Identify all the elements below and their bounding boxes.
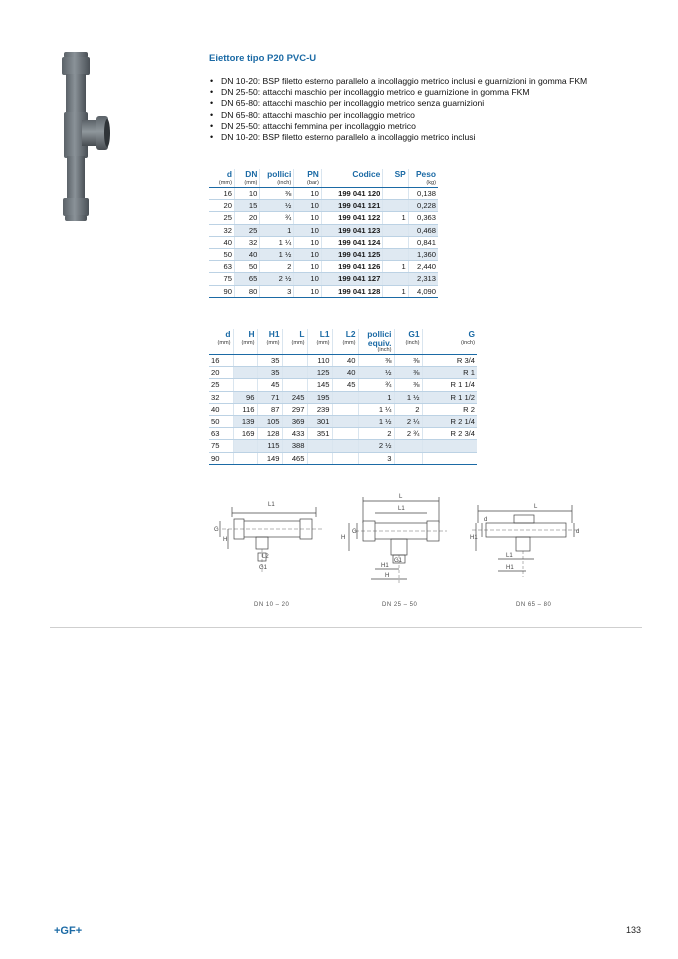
table-cell: 2 ½ bbox=[358, 440, 394, 452]
table-cell: 297 bbox=[282, 403, 307, 415]
dimensions-table-body bbox=[209, 355, 477, 465]
table-cell: 1 ½ bbox=[358, 415, 394, 427]
table-cell: 10 bbox=[294, 285, 322, 297]
table-cell: ⅜ bbox=[358, 355, 394, 367]
table-cell: 351 bbox=[307, 428, 332, 440]
table-cell bbox=[282, 367, 307, 379]
col-unit: (mm) bbox=[233, 339, 257, 347]
table-cell: 116 bbox=[233, 403, 257, 415]
table-cell: 96 bbox=[233, 391, 257, 403]
col-header: Peso bbox=[408, 169, 438, 179]
table-cell bbox=[332, 428, 358, 440]
table-cell: 50 bbox=[209, 415, 233, 427]
table-cell: 199 041 127 bbox=[321, 273, 382, 285]
table-cell: 20 bbox=[209, 200, 234, 212]
dim-label: H bbox=[223, 537, 228, 543]
table-cell: 50 bbox=[209, 248, 234, 260]
table-cell: ⅜ bbox=[394, 379, 422, 391]
table-cell: 35 bbox=[257, 355, 282, 367]
table-cell: 388 bbox=[282, 440, 307, 452]
col-unit bbox=[321, 179, 382, 188]
table-cell: 32 bbox=[209, 391, 233, 403]
table-cell bbox=[383, 188, 408, 200]
table-cell: 369 bbox=[282, 415, 307, 427]
col-header: L bbox=[282, 329, 307, 339]
dim-label: H bbox=[385, 573, 390, 579]
table-cell: 0,363 bbox=[408, 212, 438, 224]
table-cell bbox=[332, 403, 358, 415]
table-cell: 0,468 bbox=[408, 224, 438, 236]
dim-label: d bbox=[484, 517, 488, 523]
col-header: H1 bbox=[257, 329, 282, 339]
table-row bbox=[209, 273, 438, 285]
table-cell: 125 bbox=[307, 367, 332, 379]
table-cell bbox=[383, 200, 408, 212]
col-unit: (mm) bbox=[332, 339, 358, 347]
table-cell: 2 bbox=[358, 428, 394, 440]
table-cell: 80 bbox=[234, 285, 259, 297]
table-cell: 10 bbox=[294, 188, 322, 200]
table-cell bbox=[307, 452, 332, 464]
table-cell: 2 ¾ bbox=[394, 428, 422, 440]
table-cell: 32 bbox=[209, 224, 234, 236]
dimensions-table bbox=[209, 329, 477, 465]
table-cell bbox=[332, 415, 358, 427]
table-cell: 25 bbox=[209, 212, 234, 224]
table-row bbox=[209, 200, 438, 212]
feature-item: • DN 65-80: attacchi maschio per incollaggio metrico bbox=[209, 110, 639, 121]
table-cell: 40 bbox=[209, 403, 233, 415]
col-unit: (mm) bbox=[307, 339, 332, 347]
dim-label: H1 bbox=[506, 565, 514, 571]
table-cell: 2 ½ bbox=[260, 273, 294, 285]
col-header: H bbox=[233, 329, 257, 339]
table-cell: 2,313 bbox=[408, 273, 438, 285]
table-cell: 145 bbox=[307, 379, 332, 391]
drawing-dn25-50 bbox=[335, 493, 460, 591]
table-cell: ¾ bbox=[260, 212, 294, 224]
product-title: Eiettore tipo P20 PVC-U bbox=[209, 53, 317, 64]
table-cell bbox=[383, 224, 408, 236]
col-unit: (bar) bbox=[294, 179, 322, 188]
col-unit: (mm) bbox=[234, 179, 259, 188]
table-cell: 35 bbox=[257, 367, 282, 379]
table-row bbox=[209, 452, 477, 464]
table-cell: 32 bbox=[234, 236, 259, 248]
table-cell: 1 ¼ bbox=[358, 403, 394, 415]
table-row bbox=[209, 355, 477, 367]
table-cell bbox=[383, 236, 408, 248]
ordering-table-body bbox=[209, 188, 438, 298]
table-cell: 1 ¼ bbox=[260, 236, 294, 248]
table-cell: 128 bbox=[257, 428, 282, 440]
table-cell bbox=[233, 440, 257, 452]
table-cell bbox=[233, 367, 257, 379]
table-cell: 16 bbox=[209, 355, 233, 367]
table-cell: 301 bbox=[307, 415, 332, 427]
table-cell: 199 041 128 bbox=[321, 285, 382, 297]
table-row bbox=[209, 248, 438, 260]
table-row bbox=[209, 261, 438, 273]
col-header: L1 bbox=[307, 329, 332, 339]
table-cell: 199 041 124 bbox=[321, 236, 382, 248]
table-row bbox=[209, 403, 477, 415]
table-cell: 465 bbox=[282, 452, 307, 464]
col-header: equiv. bbox=[358, 339, 394, 347]
col-unit: (inch) bbox=[358, 347, 394, 355]
col-unit: (inch) bbox=[394, 339, 422, 347]
table-cell: 10 bbox=[294, 200, 322, 212]
dim-label: L1 bbox=[398, 506, 405, 512]
col-header: DN bbox=[234, 169, 259, 179]
col-unit: (kg) bbox=[408, 179, 438, 188]
col-unit: (mm) bbox=[257, 339, 282, 347]
dim-label: L1 bbox=[268, 502, 275, 508]
table-cell: 10 bbox=[294, 273, 322, 285]
table-cell: 199 041 126 bbox=[321, 261, 382, 273]
table-cell bbox=[383, 273, 408, 285]
col-header: Codice bbox=[321, 169, 382, 179]
table-row bbox=[209, 285, 438, 297]
table-cell: 199 041 120 bbox=[321, 188, 382, 200]
table-cell: 45 bbox=[257, 379, 282, 391]
drawing-caption: DN 65 – 80 bbox=[516, 602, 552, 608]
table-cell: 90 bbox=[209, 452, 233, 464]
table-cell: ¾ bbox=[358, 379, 394, 391]
col-unit: (inch) bbox=[260, 179, 294, 188]
col-header: d bbox=[226, 169, 232, 179]
table-cell: 105 bbox=[257, 415, 282, 427]
table-cell: 10 bbox=[294, 261, 322, 273]
table-cell: R 2 3/4 bbox=[422, 428, 477, 440]
table-cell: 1 bbox=[358, 391, 394, 403]
table-cell: R 1 1/2 bbox=[422, 391, 477, 403]
table-cell bbox=[422, 452, 477, 464]
table-cell: 1 ½ bbox=[394, 391, 422, 403]
table-cell: 1 bbox=[383, 285, 408, 297]
table-cell: 20 bbox=[234, 212, 259, 224]
table-row bbox=[209, 367, 477, 379]
table-cell: 75 bbox=[209, 440, 233, 452]
table-cell: 1,360 bbox=[408, 248, 438, 260]
table-cell: 16 bbox=[209, 188, 234, 200]
table-cell: 25 bbox=[234, 224, 259, 236]
table-cell: 169 bbox=[233, 428, 257, 440]
table-cell: 0,228 bbox=[408, 200, 438, 212]
table-cell: 65 bbox=[234, 273, 259, 285]
col-header: SP bbox=[383, 169, 408, 179]
table-cell: 40 bbox=[332, 367, 358, 379]
col-unit bbox=[383, 179, 408, 188]
table-cell: 63 bbox=[209, 428, 233, 440]
col-unit: (mm) bbox=[282, 339, 307, 347]
drawing-caption: DN 25 – 50 bbox=[382, 602, 418, 608]
table-cell: 63 bbox=[209, 261, 234, 273]
dim-label: G bbox=[352, 529, 357, 535]
table-cell: 45 bbox=[332, 379, 358, 391]
table-cell bbox=[422, 440, 477, 452]
dim-label: G1 bbox=[259, 565, 268, 571]
table-cell: R 3/4 bbox=[422, 355, 477, 367]
table-cell bbox=[233, 379, 257, 391]
table-cell: 87 bbox=[257, 403, 282, 415]
table-cell bbox=[332, 440, 358, 452]
dim-label: H bbox=[341, 535, 346, 541]
table-cell: 2 ¼ bbox=[394, 415, 422, 427]
page-number: 133 bbox=[626, 925, 642, 935]
table-cell: 139 bbox=[233, 415, 257, 427]
table-cell: 2 bbox=[394, 403, 422, 415]
table-cell bbox=[383, 248, 408, 260]
table-cell: 10 bbox=[294, 248, 322, 260]
col-header: d bbox=[225, 329, 231, 339]
table-cell: 75 bbox=[209, 273, 234, 285]
dim-label: L2 bbox=[262, 554, 269, 560]
table-cell bbox=[282, 379, 307, 391]
table-cell: 110 bbox=[307, 355, 332, 367]
table-cell: 245 bbox=[282, 391, 307, 403]
dim-label: H1 bbox=[381, 563, 389, 569]
dim-label: L1 bbox=[506, 553, 513, 559]
feature-item: • DN 25-50: attacchi maschio per incollaggio metrico e guarnizione in gomma FKM bbox=[209, 87, 639, 98]
table-cell bbox=[332, 452, 358, 464]
table-cell: 40 bbox=[209, 236, 234, 248]
table-cell: 1 bbox=[383, 212, 408, 224]
table-cell: 1 ½ bbox=[260, 248, 294, 260]
section-divider bbox=[50, 627, 642, 628]
ordering-table bbox=[209, 169, 438, 298]
table-cell: 90 bbox=[209, 285, 234, 297]
feature-item: • DN 10-20: BSP filetto esterno parallelo a incollaggio metrico inclusi e guarnizioni in gomma FKM bbox=[209, 76, 639, 87]
table-cell bbox=[394, 452, 422, 464]
col-unit: (inch) bbox=[422, 339, 477, 347]
feature-item: • DN 25-50: attacchi femmina per incollaggio metrico bbox=[209, 121, 639, 132]
dim-label: L bbox=[534, 504, 538, 510]
table-cell: R 1 bbox=[422, 367, 477, 379]
table-cell bbox=[233, 355, 257, 367]
table-cell: 433 bbox=[282, 428, 307, 440]
table-row bbox=[209, 415, 477, 427]
table-cell: 10 bbox=[294, 236, 322, 248]
dim-label: d bbox=[576, 529, 580, 535]
col-header: G bbox=[422, 329, 477, 339]
table-row bbox=[209, 224, 438, 236]
table-cell: R 2 1/4 bbox=[422, 415, 477, 427]
table-cell: 1 bbox=[383, 261, 408, 273]
table-cell: 1 bbox=[260, 224, 294, 236]
dim-label: G bbox=[214, 527, 219, 533]
table-cell: 4,090 bbox=[408, 285, 438, 297]
table-cell: 199 041 123 bbox=[321, 224, 382, 236]
product-photo bbox=[52, 50, 112, 230]
table-cell: 71 bbox=[257, 391, 282, 403]
table-row bbox=[209, 428, 477, 440]
table-cell: ⅜ bbox=[394, 355, 422, 367]
col-header: pollici bbox=[358, 329, 394, 339]
table-cell: 239 bbox=[307, 403, 332, 415]
table-row bbox=[209, 236, 438, 248]
table-cell: ½ bbox=[358, 367, 394, 379]
table-cell: ⅜ bbox=[260, 188, 294, 200]
table-cell bbox=[332, 391, 358, 403]
table-cell: R 2 bbox=[422, 403, 477, 415]
dim-label: H1 bbox=[470, 535, 478, 541]
col-header: pollici bbox=[260, 169, 294, 179]
table-cell: 10 bbox=[294, 212, 322, 224]
table-cell bbox=[394, 440, 422, 452]
table-cell: 2,440 bbox=[408, 261, 438, 273]
table-cell: 149 bbox=[257, 452, 282, 464]
table-cell bbox=[282, 355, 307, 367]
dim-label: G1 bbox=[394, 558, 403, 564]
table-cell: 15 bbox=[234, 200, 259, 212]
table-cell: 115 bbox=[257, 440, 282, 452]
table-cell: ½ bbox=[260, 200, 294, 212]
table-cell: 0,138 bbox=[408, 188, 438, 200]
feature-list bbox=[209, 76, 639, 143]
table-cell bbox=[233, 452, 257, 464]
table-row bbox=[209, 188, 438, 200]
table-cell: 3 bbox=[260, 285, 294, 297]
dim-label: L bbox=[399, 494, 403, 500]
table-row bbox=[209, 212, 438, 224]
table-cell: R 1 1/4 bbox=[422, 379, 477, 391]
table-cell: 40 bbox=[234, 248, 259, 260]
feature-item: • DN 65-80: attacchi maschio per incollaggio metrico senza guarnizioni bbox=[209, 98, 639, 109]
feature-item: • DN 10-20: BSP filetto esterno parallelo a incollaggio metrico inclusi bbox=[209, 132, 639, 143]
col-unit: (mm) bbox=[209, 179, 234, 188]
table-cell: 0,841 bbox=[408, 236, 438, 248]
table-cell: 10 bbox=[294, 224, 322, 236]
table-cell: 2 bbox=[260, 261, 294, 273]
drawing-dn65-80 bbox=[468, 493, 583, 583]
col-unit: (mm) bbox=[217, 340, 231, 346]
table-cell: 40 bbox=[332, 355, 358, 367]
table-cell: 10 bbox=[234, 188, 259, 200]
table-row bbox=[209, 391, 477, 403]
table-cell: 25 bbox=[209, 379, 233, 391]
table-cell: 199 041 122 bbox=[321, 212, 382, 224]
table-cell: 20 bbox=[209, 367, 233, 379]
table-cell bbox=[307, 440, 332, 452]
col-header: L2 bbox=[332, 329, 358, 339]
drawing-dn10-20 bbox=[212, 493, 337, 583]
table-cell: 3 bbox=[358, 452, 394, 464]
table-cell: 50 bbox=[234, 261, 259, 273]
table-row bbox=[209, 379, 477, 391]
table-cell: 199 041 125 bbox=[321, 248, 382, 260]
table-cell: ⅜ bbox=[394, 367, 422, 379]
drawing-caption: DN 10 – 20 bbox=[254, 602, 290, 608]
table-cell: 195 bbox=[307, 391, 332, 403]
gf-logo: +GF+ bbox=[54, 925, 83, 937]
table-cell: 199 041 121 bbox=[321, 200, 382, 212]
table-row bbox=[209, 440, 477, 452]
col-header: G1 bbox=[394, 329, 422, 339]
col-header: PN bbox=[294, 169, 322, 179]
